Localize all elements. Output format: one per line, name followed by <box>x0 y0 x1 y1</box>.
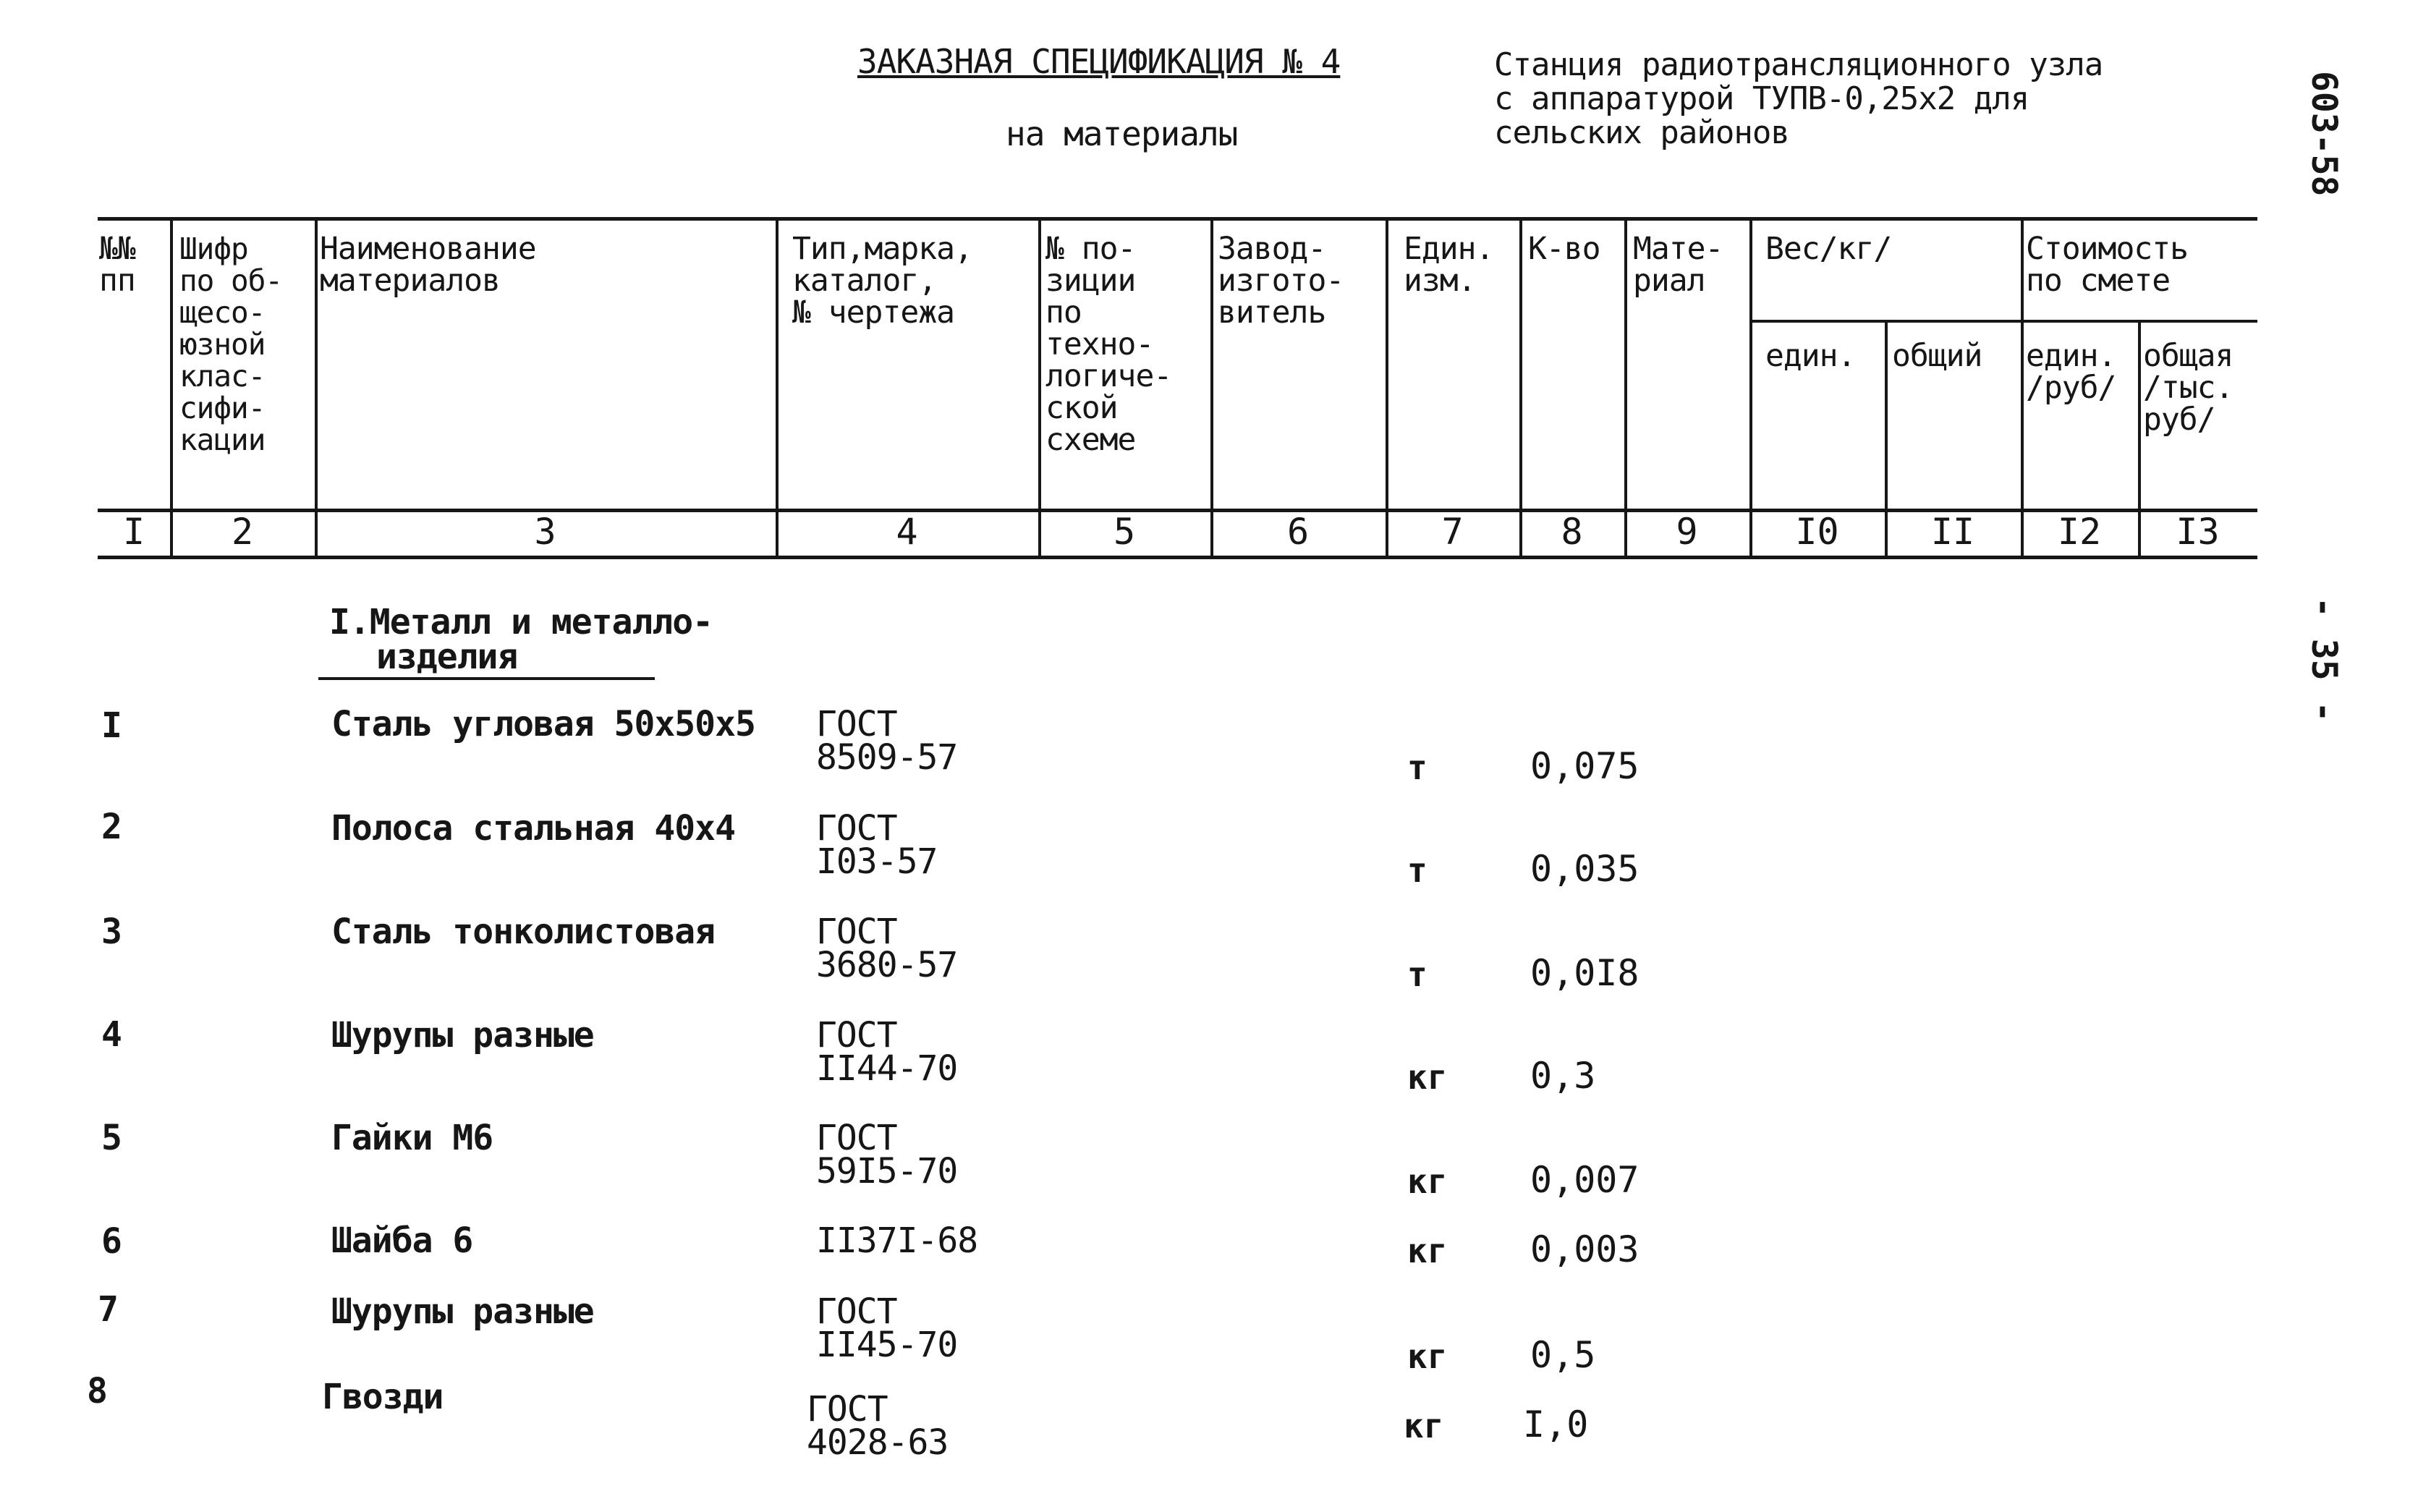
header-cost: Стоимость по смете <box>2026 231 2188 299</box>
material-type: II37I-68 <box>816 1220 978 1261</box>
column-number: 3 <box>534 511 556 553</box>
material-name: Сталь угловая 50х50х5 <box>331 704 755 744</box>
col-divider <box>2021 217 2024 557</box>
material-name: Шайба 6 <box>331 1220 473 1261</box>
header-type-catalog: Тип,марка, каталог, № чертежа <box>792 231 972 331</box>
col-divider <box>315 217 318 557</box>
quantity: 0,007 <box>1530 1159 1639 1201</box>
col-divider <box>1386 217 1388 557</box>
col-divider <box>776 217 779 557</box>
column-number: 2 <box>231 511 254 553</box>
column-number: 7 <box>1441 511 1464 553</box>
quantity: 0,035 <box>1530 848 1639 890</box>
column-number: I <box>122 511 145 553</box>
unit-of-measure: кг <box>1404 1406 1444 1445</box>
station-line-3: сельских районов <box>1494 114 1789 151</box>
station-line-1: Станция радиотрансляционного узла <box>1494 46 2103 83</box>
header-cost-unit: един. /руб/ <box>2026 338 2116 406</box>
page-number: - 35 - <box>2304 597 2344 723</box>
column-number: I3 <box>2176 511 2220 553</box>
station-line-2: с аппаратурой ТУПВ-0,25х2 для <box>1494 80 2029 117</box>
row-number: 3 <box>101 912 122 952</box>
unit-of-measure: кг <box>1407 1162 1448 1201</box>
header-manufacturer: Завод- изгото- витель <box>1218 231 1344 331</box>
col-divider <box>1210 217 1213 557</box>
column-number: 5 <box>1113 511 1136 553</box>
row-number: 7 <box>98 1289 119 1330</box>
spec-subtitle: на материалы <box>1006 114 1238 153</box>
material-name: Полоса стальная 40х4 <box>331 808 735 849</box>
material-type: ГОСТ 59I5-70 <box>816 1118 958 1192</box>
col-divider <box>1519 217 1522 557</box>
row-number: 6 <box>101 1221 122 1262</box>
col-divider <box>170 217 173 557</box>
material-name: Шурупы разные <box>331 1015 594 1056</box>
material-type: ГОСТ II44-70 <box>816 1015 958 1089</box>
row-number: 5 <box>101 1118 122 1158</box>
row-number: 2 <box>101 807 122 847</box>
column-number: 8 <box>1561 511 1583 553</box>
col-divider <box>1749 217 1752 557</box>
header-classification-code: Шифр по об- щесо- юзной клас- сифи- кации <box>179 232 283 457</box>
quantity: 0,5 <box>1530 1334 1596 1376</box>
header-quantity: К-во <box>1528 231 1600 267</box>
material-type: ГОСТ 4028-63 <box>807 1389 949 1463</box>
quantity: I,0 <box>1523 1403 1589 1445</box>
header-weight-unit: един. <box>1765 338 1856 374</box>
material-type: ГОСТ 3680-57 <box>816 912 958 985</box>
material-type: ГОСТ II45-70 <box>816 1291 958 1365</box>
column-number: I2 <box>2057 511 2102 553</box>
material-name: Сталь тонколистовая <box>331 912 716 952</box>
header-material-name: Наименование материалов <box>320 231 536 299</box>
col-divider <box>1038 217 1041 557</box>
col-divider <box>1624 217 1627 557</box>
column-number: 6 <box>1286 511 1310 553</box>
unit-of-measure: кг <box>1407 1058 1448 1097</box>
quantity: 0,075 <box>1530 745 1639 787</box>
unit-of-measure: т <box>1407 748 1428 787</box>
row-number: 8 <box>87 1371 108 1411</box>
unit-of-measure: т <box>1407 955 1428 994</box>
quantity: 0,0I8 <box>1530 952 1639 994</box>
header-weight-total: общий <box>1892 338 1982 374</box>
material-name: Гвозди <box>322 1377 444 1417</box>
column-number: II <box>1930 511 1975 553</box>
header-cost-total: общая /тыс. руб/ <box>2143 338 2234 438</box>
header-weight: Вес/кг/ <box>1765 231 1892 267</box>
table-top-border <box>98 217 2257 221</box>
column-number: 4 <box>896 511 918 553</box>
weight-cost-subheader-line <box>1749 320 2257 323</box>
quantity: 0,3 <box>1530 1055 1596 1097</box>
quantity: 0,003 <box>1530 1228 1639 1270</box>
section-heading-underlined: изделия <box>318 637 655 680</box>
table-header-bottom-border <box>98 556 2257 559</box>
header-material: Мате- риал <box>1633 231 1723 299</box>
material-name: Гайки М6 <box>331 1118 493 1158</box>
material-type: ГОСТ 8509-57 <box>816 704 958 778</box>
row-number: I <box>101 705 122 746</box>
material-name: Шурупы разные <box>331 1291 594 1332</box>
header-row-number: №№ пп <box>99 231 135 299</box>
doc-code: 603-58 <box>2304 71 2344 197</box>
unit-of-measure: т <box>1407 851 1428 890</box>
section-heading: I.Металл и металло- <box>329 602 713 642</box>
column-number: 9 <box>1676 511 1698 553</box>
spec-title: ЗАКАЗНАЯ СПЕЦИФИКАЦИЯ № 4 <box>857 42 1341 81</box>
row-number: 4 <box>101 1014 122 1055</box>
column-number: I0 <box>1795 511 1839 553</box>
material-type: ГОСТ I03-57 <box>816 808 938 882</box>
unit-of-measure: кг <box>1407 1337 1448 1376</box>
unit-of-measure: кг <box>1407 1231 1448 1270</box>
header-position-number: № по- зиции по техно- логиче- ской схеме <box>1045 231 1172 458</box>
header-unit: Един. изм. <box>1404 231 1494 299</box>
